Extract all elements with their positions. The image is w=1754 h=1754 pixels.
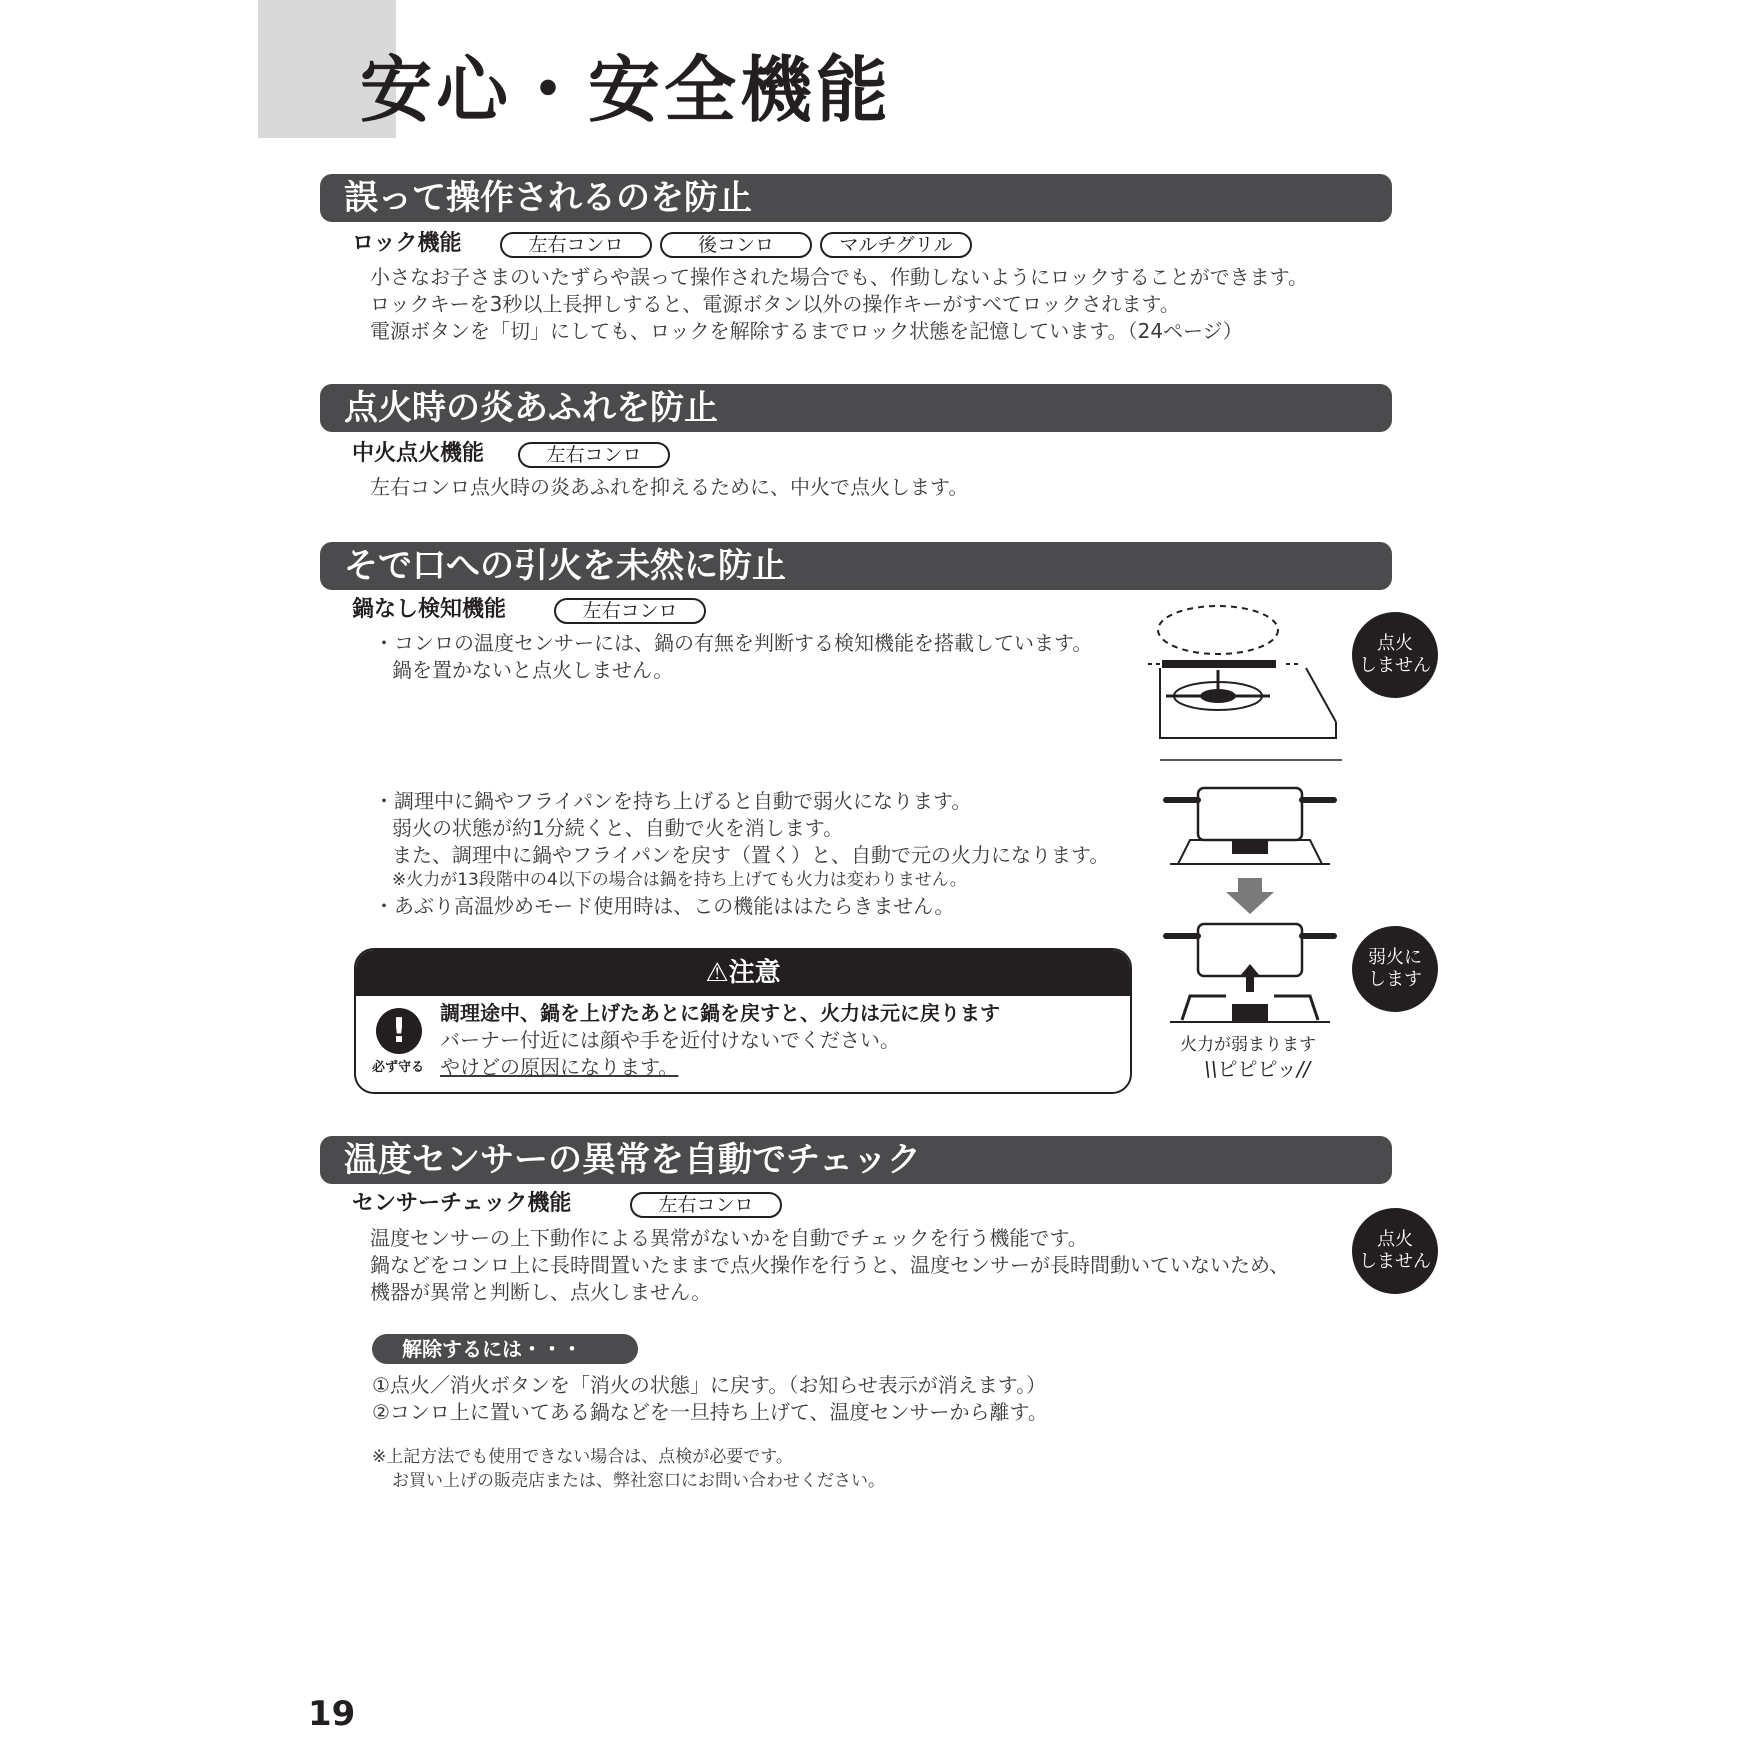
section-heading-bar [320, 384, 1392, 432]
body-text: ・あぶり高温炒めモード使用時は、この機能ははたらきません。 [374, 894, 955, 918]
tag-pill: 後コンロ [660, 232, 812, 258]
note-text: ※火力が13段階中の4以下の場合は鍋を持ち上げても火力は変わりません。 [392, 870, 967, 890]
figure-caption: 火力が弱まります [1180, 1035, 1316, 1055]
badge-no-ignite: 点火 しません [1352, 1208, 1438, 1294]
caution-header: ⚠注意 [356, 950, 1130, 996]
badge-no-ignite: 点火 しません [1352, 612, 1438, 698]
section-heading-bar [320, 174, 1392, 222]
body-text: また、調理中に鍋やフライパンを戻す（置く）と、自動で元の火力になります。 [392, 843, 1110, 867]
feature-title: 鍋なし検知機能 [352, 597, 507, 622]
feature-title: センサーチェック機能 [352, 1191, 572, 1216]
badge-low-fire: 弱火に します [1352, 926, 1438, 1012]
feature-title: 中火点火機能 [352, 441, 485, 466]
page-number: 19 [308, 1694, 356, 1734]
pot-lift-illustration [1160, 778, 1340, 1038]
body-text: 温度センサーの上下動作による異常がないかを自動でチェックを行う機能です。 [370, 1226, 1088, 1250]
tag-pill: 左右コンロ [554, 598, 706, 624]
section-heading: 誤って操作されるのを防止 [344, 178, 752, 218]
body-text: 電源ボタンを「切」にしても、ロックを解除するまでロック状態を記憶しています。（24ページ） [370, 319, 1243, 343]
section-heading: 温度センサーの異常を自動でチェック [344, 1140, 921, 1180]
body-text: ・調理中に鍋やフライパンを持ち上げると自動で弱火になります。 [374, 789, 972, 813]
tag-pill: 左右コンロ [500, 232, 652, 258]
note-text: ※上記方法でも使用できない場合は、点検が必要です。 [372, 1447, 793, 1467]
section-heading-bar [320, 542, 1392, 590]
feature-title: ロック機能 [352, 231, 462, 256]
unlock-label: 解除するには・・・ [372, 1334, 638, 1364]
page-title: 安心・安全機能 [360, 48, 893, 132]
body-text: 左右コンロ点火時の炎あふれを抑えるために、中火で点火します。 [370, 475, 969, 499]
tag-pill: 左右コンロ [518, 442, 670, 468]
beep-sound-label: \\ピピピッ// [1204, 1057, 1311, 1081]
body-text: ・コンロの温度センサーには、鍋の有無を判断する検知機能を搭載しています。 [374, 631, 1093, 655]
step-text: ①点火／消火ボタンを「消火の状態」に戻す。（お知らせ表示が消えます。） [372, 1373, 1047, 1397]
exclamation-icon: ! [376, 1008, 422, 1054]
caution-bold-line: 調理途中、鍋を上げたあとに鍋を戻すと、火力は元に戻ります [440, 1001, 1000, 1025]
caution-line: やけどの原因になります。 [440, 1055, 679, 1079]
warning-triangle-icon: ⚠ [705, 958, 729, 988]
tag-pill: 左右コンロ [630, 1192, 782, 1218]
caution-line: バーナー付近には顔や手を近付けないでください。 [440, 1028, 900, 1052]
must-follow-label: 必ず守る [372, 1060, 425, 1075]
body-text: 弱火の状態が約1分続くと、自動で火を消します。 [392, 816, 844, 840]
step-text: ②コンロ上に置いてある鍋などを一旦持ち上げて、温度センサーから離す。 [372, 1400, 1048, 1424]
section-heading: そで口への引火を未然に防止 [344, 546, 786, 586]
body-text: 機器が異常と判断し、点火しません。 [370, 1280, 712, 1304]
body-text: ロックキーを3秒以上長押しすると、電源ボタン以外の操作キーがすべてロックされます。 [370, 292, 1180, 316]
body-text: 鍋などをコンロ上に長時間置いたままで点火操作を行うと、温度センサーが長時間動いていないため、 [370, 1253, 1290, 1277]
tag-pill: マルチグリル [820, 232, 972, 258]
stove-no-pot-illustration [1136, 600, 1342, 766]
section-heading-bar [320, 1136, 1392, 1184]
section-heading: 点火時の炎あふれを防止 [344, 388, 718, 428]
caution-box [354, 948, 1132, 1094]
note-text: お買い上げの販売店または、弊社窓口にお問い合わせください。 [392, 1471, 885, 1491]
body-text: 小さなお子さまのいたずらや誤って操作された場合でも、作動しないようにロックすることができます。 [370, 265, 1308, 289]
body-text: 鍋を置かないと点火しません。 [392, 658, 674, 682]
